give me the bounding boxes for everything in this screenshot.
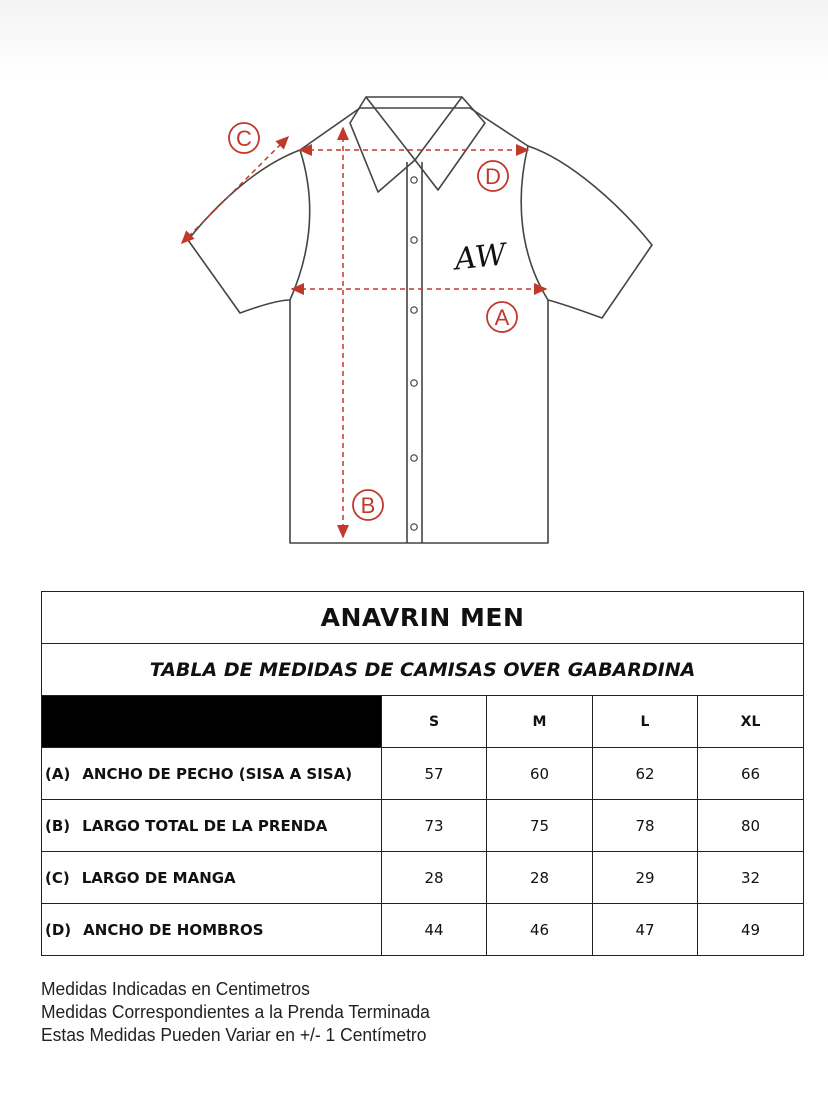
- label-c: C: [236, 126, 252, 151]
- row-text: LARGO DE MANGA: [81, 868, 236, 887]
- table-cell: 78: [593, 800, 698, 852]
- measurement-notes: [41, 978, 720, 1047]
- table-cell: 28: [487, 852, 593, 904]
- table-cell: 62: [593, 748, 698, 800]
- header-blank-cell: [42, 696, 382, 748]
- table-cell: 73: [382, 800, 487, 852]
- size-header-s: S: [382, 696, 487, 748]
- table-cell: 47: [593, 904, 698, 956]
- size-header-l: L: [593, 696, 698, 748]
- note-line: Medidas Correspondientes a la Prenda Terminada: [41, 1002, 430, 1022]
- top-fade: [0, 0, 828, 80]
- shirt-diagram: [0, 80, 828, 560]
- row-label: [42, 852, 382, 904]
- size-table: [41, 591, 804, 956]
- table-subtitle: TABLA DE MEDIDAS DE CAMISAS OVER GABARDINA: [42, 644, 804, 696]
- right-sleeve: [528, 146, 652, 318]
- row-code: (C): [45, 868, 70, 887]
- logo-mark: AW: [453, 237, 508, 278]
- size-header-xl: XL: [698, 696, 804, 748]
- collar-right: [415, 97, 485, 190]
- table-row: [42, 748, 804, 800]
- note-line: Estas Medidas Pueden Variar en +/- 1 Centímetro: [41, 1025, 427, 1045]
- row-text: LARGO TOTAL DE LA PRENDA: [82, 816, 328, 835]
- buttons: [411, 177, 417, 530]
- row-label: [42, 800, 382, 852]
- row-label: [42, 904, 382, 956]
- table-title: ANAVRIN MEN: [42, 592, 804, 644]
- row-label: [42, 748, 382, 800]
- table-row: [42, 904, 804, 956]
- table-cell: 75: [487, 800, 593, 852]
- table-cell: 29: [593, 852, 698, 904]
- table-cell: 46: [487, 904, 593, 956]
- label-a: A: [494, 305, 510, 330]
- table-cell: 57: [382, 748, 487, 800]
- size-header-m: M: [487, 696, 593, 748]
- size-header-row: [42, 696, 804, 748]
- table-cell: 49: [698, 904, 804, 956]
- measure-c-line: [182, 137, 288, 243]
- table-cell: 60: [487, 748, 593, 800]
- row-code: (A): [45, 764, 71, 783]
- row-code: (B): [45, 816, 71, 835]
- row-text: ANCHO DE PECHO (SISA A SISA): [82, 764, 353, 783]
- table-cell: 80: [698, 800, 804, 852]
- table-cell: 28: [382, 852, 487, 904]
- table-cell: 44: [382, 904, 487, 956]
- note-line: Medidas Indicadas en Centimetros: [41, 979, 310, 999]
- left-sleeve: [188, 150, 300, 313]
- placket: [407, 162, 422, 543]
- row-text: ANCHO DE HOMBROS: [83, 920, 264, 939]
- table-cell: 66: [698, 748, 804, 800]
- collar-left: [350, 97, 415, 192]
- label-b: B: [360, 493, 376, 518]
- table-row: [42, 852, 804, 904]
- label-d: D: [485, 164, 501, 189]
- row-code: (D): [45, 920, 72, 939]
- table-cell: 32: [698, 852, 804, 904]
- table-row: [42, 800, 804, 852]
